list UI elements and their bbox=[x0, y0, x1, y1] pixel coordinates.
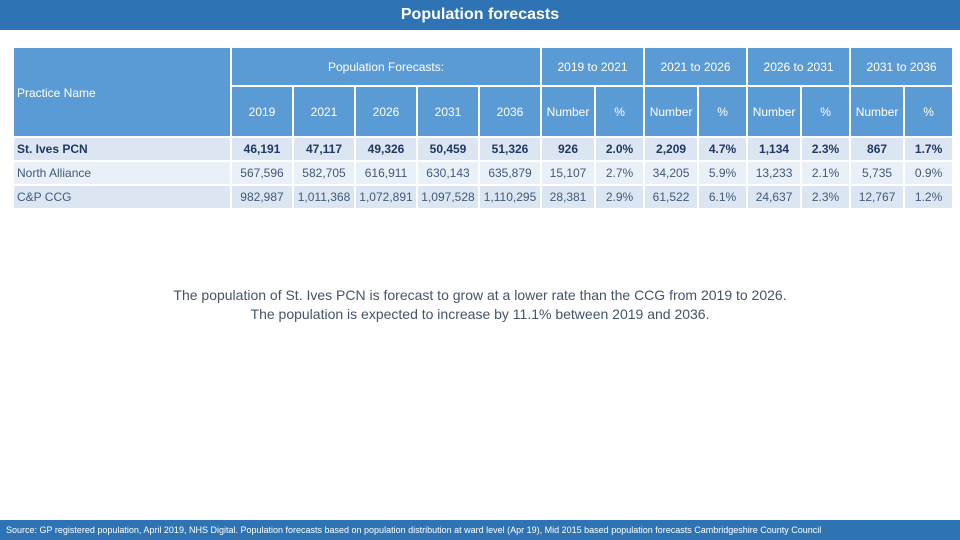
percent-header: % bbox=[596, 87, 643, 136]
source-footer: Source: GP registered population, April 2019, NHS Digital. Population forecasts based on population distribution at ward level (Apr 19), Mid 2015 based population forecasts Cambridgeshire County Council bbox=[0, 520, 960, 540]
change-percent-cell: 2.3% bbox=[802, 186, 849, 208]
percent-header: % bbox=[802, 87, 849, 136]
narrative-line: The population of St. Ives PCN is forecast to grow at a lower rate than the CCG from 2019 to 2026. bbox=[173, 287, 787, 303]
narrative-line: The population is expected to increase by 11.1% between 2019 and 2036. bbox=[250, 306, 710, 322]
narrative-text bbox=[0, 286, 960, 324]
forecasts-group-header: Population Forecasts: bbox=[232, 48, 540, 85]
change-number-cell: 15,107 bbox=[542, 162, 594, 184]
forecast-cell: 1,097,528 bbox=[418, 186, 478, 208]
percent-header: % bbox=[905, 87, 952, 136]
practice-name-header: Practice Name bbox=[14, 48, 230, 136]
forecast-cell: 567,596 bbox=[232, 162, 292, 184]
year-header: 2026 bbox=[356, 87, 416, 136]
period-header: 2026 to 2031 bbox=[748, 48, 849, 85]
year-header: 2031 bbox=[418, 87, 478, 136]
year-header: 2019 bbox=[232, 87, 292, 136]
forecast-cell: 582,705 bbox=[294, 162, 354, 184]
change-percent-cell: 2.9% bbox=[596, 186, 643, 208]
table-row bbox=[14, 138, 952, 160]
number-header: Number bbox=[748, 87, 800, 136]
change-percent-cell: 1.7% bbox=[905, 138, 952, 160]
forecast-cell: 982,987 bbox=[232, 186, 292, 208]
change-number-cell: 34,205 bbox=[645, 162, 697, 184]
forecast-cell: 46,191 bbox=[232, 138, 292, 160]
population-forecast-table bbox=[12, 46, 954, 210]
change-percent-cell: 1.2% bbox=[905, 186, 952, 208]
forecast-cell: 616,911 bbox=[356, 162, 416, 184]
practice-name-cell: St. Ives PCN bbox=[14, 138, 230, 160]
change-percent-cell: 5.9% bbox=[699, 162, 746, 184]
change-number-cell: 24,637 bbox=[748, 186, 800, 208]
year-header: 2036 bbox=[480, 87, 540, 136]
forecast-cell: 1,072,891 bbox=[356, 186, 416, 208]
table-row bbox=[14, 162, 952, 184]
forecast-cell: 50,459 bbox=[418, 138, 478, 160]
forecast-cell: 1,110,295 bbox=[480, 186, 540, 208]
page-title: Population forecasts bbox=[0, 0, 960, 30]
table-row bbox=[14, 186, 952, 208]
change-percent-cell: 2.1% bbox=[802, 162, 849, 184]
change-number-cell: 61,522 bbox=[645, 186, 697, 208]
practice-name-cell: C&P CCG bbox=[14, 186, 230, 208]
change-percent-cell: 2.3% bbox=[802, 138, 849, 160]
number-header: Number bbox=[851, 87, 903, 136]
forecast-cell: 47,117 bbox=[294, 138, 354, 160]
change-number-cell: 2,209 bbox=[645, 138, 697, 160]
change-number-cell: 926 bbox=[542, 138, 594, 160]
period-header: 2021 to 2026 bbox=[645, 48, 746, 85]
number-header: Number bbox=[542, 87, 594, 136]
change-number-cell: 13,233 bbox=[748, 162, 800, 184]
change-number-cell: 12,767 bbox=[851, 186, 903, 208]
change-percent-cell: 2.0% bbox=[596, 138, 643, 160]
period-header: 2019 to 2021 bbox=[542, 48, 643, 85]
number-header: Number bbox=[645, 87, 697, 136]
forecast-cell: 49,326 bbox=[356, 138, 416, 160]
practice-name-cell: North Alliance bbox=[14, 162, 230, 184]
period-header: 2031 to 2036 bbox=[851, 48, 952, 85]
forecast-cell: 51,326 bbox=[480, 138, 540, 160]
change-percent-cell: 0.9% bbox=[905, 162, 952, 184]
population-table-container bbox=[12, 46, 947, 210]
forecast-cell: 635,879 bbox=[480, 162, 540, 184]
change-percent-cell: 6.1% bbox=[699, 186, 746, 208]
change-percent-cell: 4.7% bbox=[699, 138, 746, 160]
change-number-cell: 5,735 bbox=[851, 162, 903, 184]
change-number-cell: 28,381 bbox=[542, 186, 594, 208]
change-percent-cell: 2.7% bbox=[596, 162, 643, 184]
forecast-cell: 1,011,368 bbox=[294, 186, 354, 208]
change-number-cell: 1,134 bbox=[748, 138, 800, 160]
year-header: 2021 bbox=[294, 87, 354, 136]
percent-header: % bbox=[699, 87, 746, 136]
change-number-cell: 867 bbox=[851, 138, 903, 160]
forecast-cell: 630,143 bbox=[418, 162, 478, 184]
